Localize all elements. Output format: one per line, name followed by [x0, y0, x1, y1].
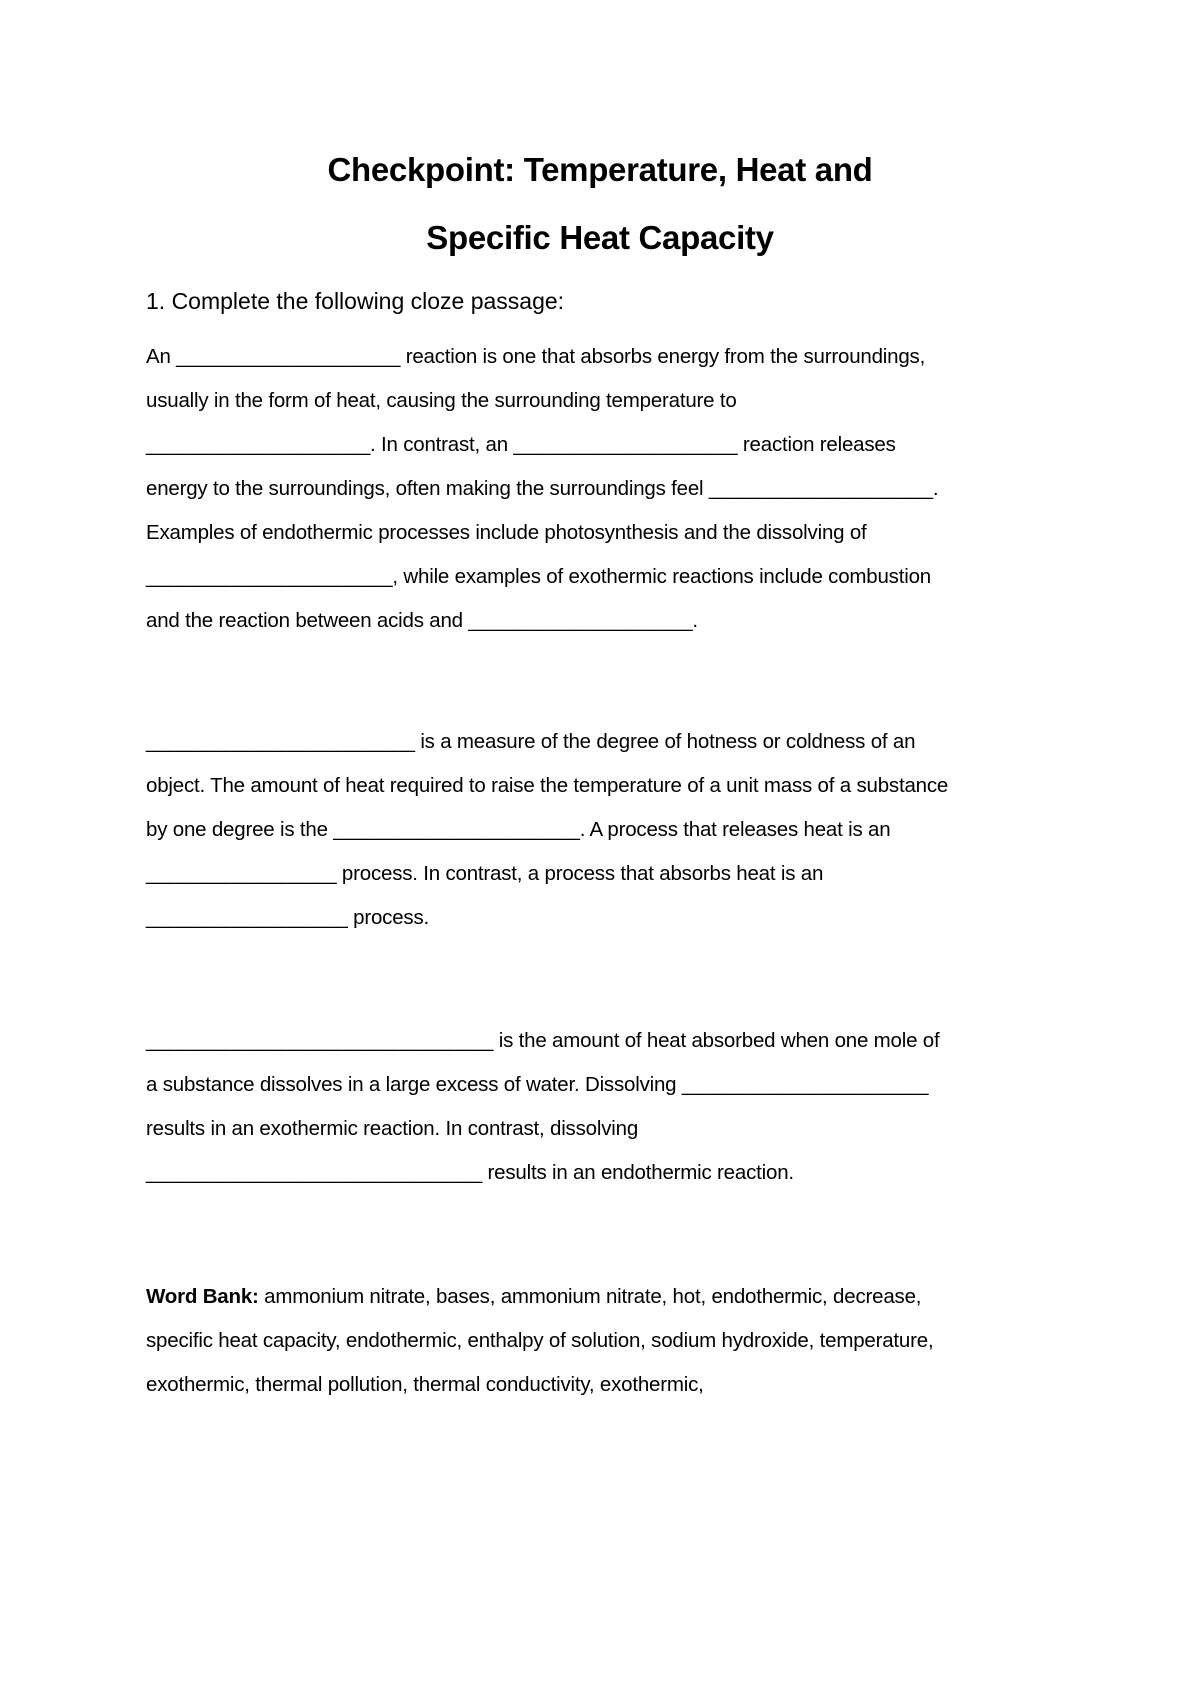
word-bank-line-3: exothermic, thermal pollution, thermal conductivity, exothermic,: [146, 1373, 704, 1396]
word-bank-line-1: [146, 1284, 921, 1310]
paragraph-2-line-3: by one degree is the ______________________. A process that releases heat is an: [146, 818, 891, 841]
paragraph-2-line-5: __________________ process.: [146, 906, 429, 929]
page-title-line-1: Checkpoint: Temperature, Heat and: [327, 151, 873, 188]
word-bank-text-1: ammonium nitrate, bases, ammonium nitrate, hot, endothermic, decrease,: [258, 1285, 922, 1308]
paragraph-2-line-2: object. The amount of heat required to raise the temperature of a unit mass of a substance: [146, 774, 949, 797]
paragraph-2-line-4: _________________ process. In contrast, a process that absorbs heat is an: [146, 862, 824, 885]
paragraph-1-line-4: energy to the surroundings, often making the surroundings feel ____________________.: [146, 477, 939, 500]
paragraph-1-line-1: An ____________________ reaction is one that absorbs energy from the surroundings,: [146, 345, 926, 368]
paragraph-3-line-3: results in an exothermic reaction. In contrast, dissolving: [146, 1117, 639, 1140]
word-bank-line-2: specific heat capacity, endothermic, enthalpy of solution, sodium hydroxide, temperature,: [146, 1329, 934, 1352]
paragraph-3-line-4: ______________________________ results in an endothermic reaction.: [146, 1161, 794, 1184]
paragraph-1-line-3: ____________________. In contrast, an ____________________ reaction releases: [146, 433, 896, 456]
paragraph-1-line-6: ______________________, while examples of exothermic reactions include combustion: [146, 565, 931, 588]
paragraph-1-line-2: usually in the form of heat, causing the surrounding temperature to: [146, 389, 737, 412]
page-title-line-2: Specific Heat Capacity: [426, 219, 774, 256]
paragraph-1-line-7: and the reaction between acids and ____________________.: [146, 609, 698, 632]
paragraph-2-line-1: ________________________ is a measure of the degree of hotness or coldness of an: [146, 730, 916, 753]
question-1-prompt: 1. Complete the following cloze passage:: [146, 288, 565, 314]
paragraph-3-line-1: _______________________________ is the amount of heat absorbed when one mole of: [146, 1029, 940, 1052]
word-bank-label: Word Bank:: [146, 1285, 259, 1308]
paragraph-1-line-5: Examples of endothermic processes include photosynthesis and the dissolving of: [146, 521, 867, 544]
paragraph-3-line-2: a substance dissolves in a large excess of water. Dissolving ______________________: [146, 1073, 929, 1096]
